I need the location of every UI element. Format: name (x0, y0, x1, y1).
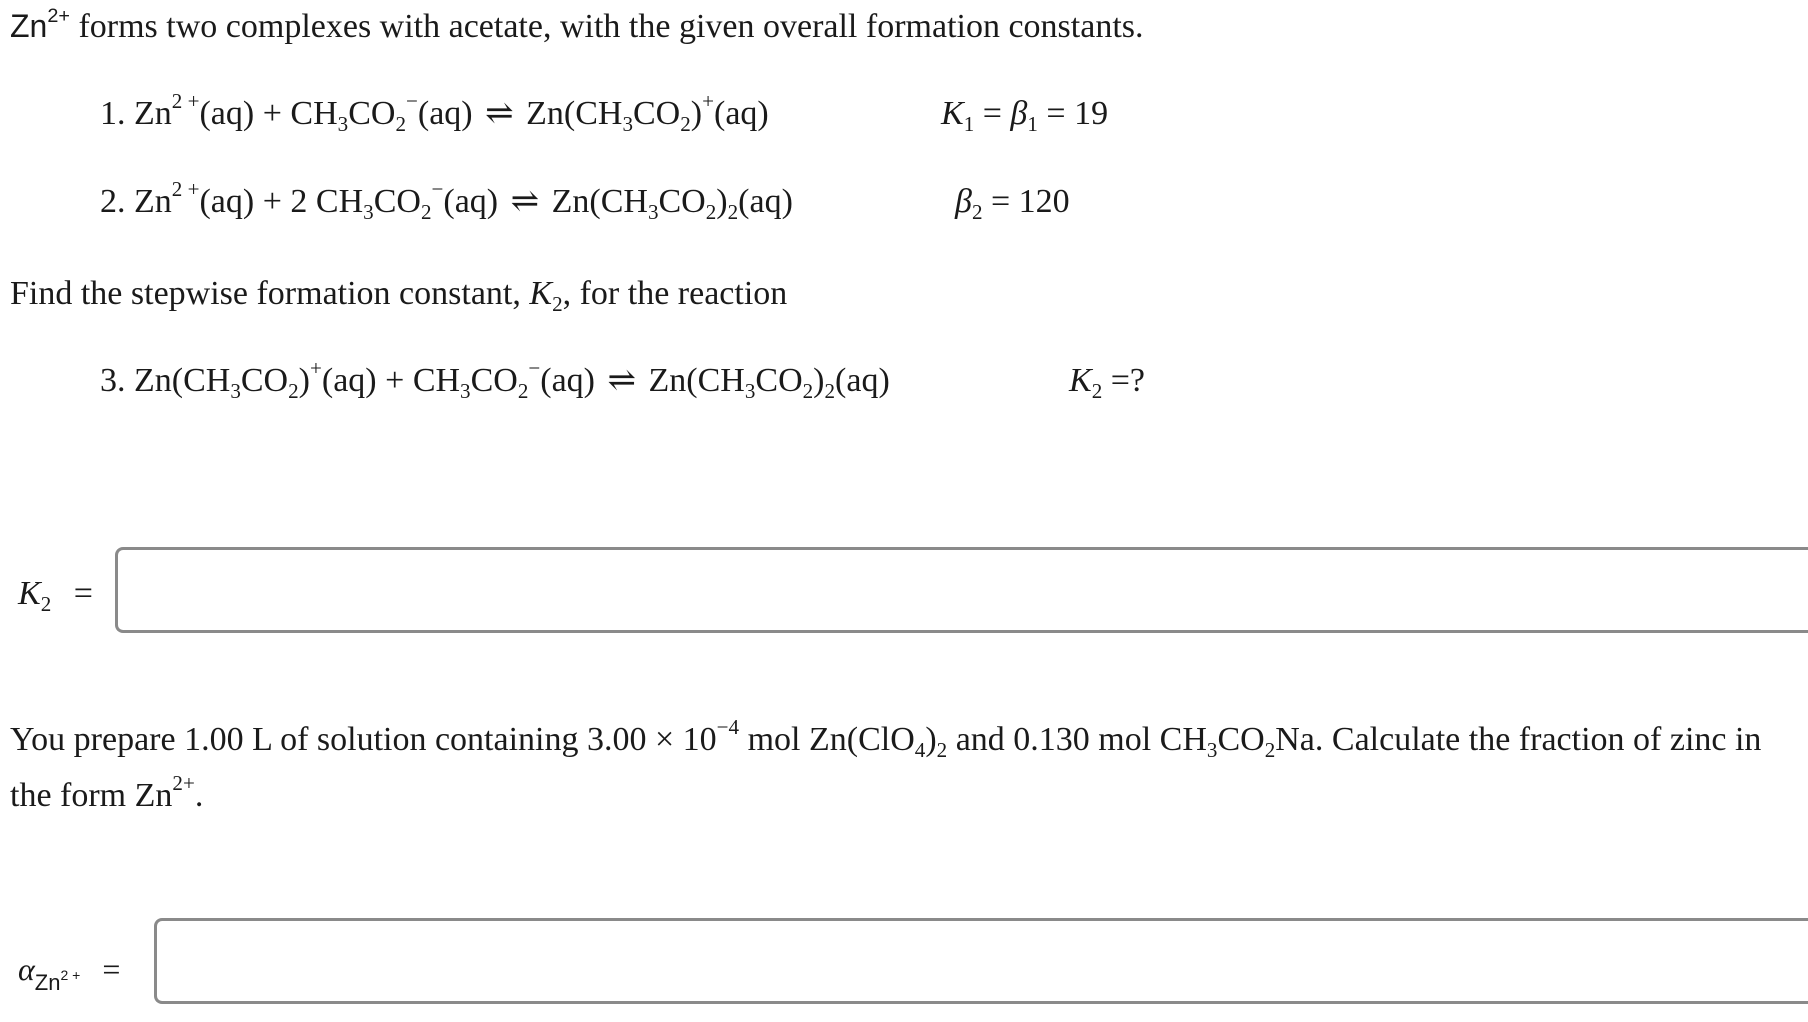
k2-answer-input[interactable] (115, 547, 1808, 633)
question-text: Find the stepwise formation constant, $K_2$, for the reaction (10, 275, 788, 317)
k2-answer-label: $K_2$ = (18, 575, 93, 617)
alpha-answer-input[interactable] (154, 918, 1808, 1004)
zinc-ion: $Zn^{2+}$ (10, 5, 70, 44)
reaction-3: 3. $Zn(CH_3CO_2)^+(aq) + CH_3CO_2^-(aq)$ ⇌ $Zn(CH_3CO_2)_2(aq)$ (100, 356, 890, 404)
equilibrium-arrow-icon: ⇌ (510, 183, 540, 220)
problem-text: You prepare 1.00 L of solution containing $3.00 \times 10^{-4}$ mol $Zn(ClO_4)_2$ and 0.130 mol $CH_3CO_2Na$. Calculate the fraction of zinc in the form $Zn^{2+}$. (10, 715, 1762, 814)
k2-unknown: $K_2$ =? (1069, 362, 1145, 404)
intro-description: forms two complexes with acetate, with the given overall formation constants. (78, 8, 1144, 45)
reaction-2: 2. $Zn^{2 +}(aq) + 2$ $CH_3CO_2^-(aq)$ ⇌ $Zn(CH_3CO_2)_2(aq)$ (100, 177, 793, 225)
intro-text (10, 6, 1144, 47)
k1-constant: $K_1 = \beta_1 = 19$ (941, 95, 1109, 137)
alpha-answer-label: $\alpha_{Zn^{2 +}}$ = (18, 951, 121, 995)
reaction-1: 1. $Zn^{2 +}(aq) + CH_3CO_2^-(aq)$ ⇌ $Zn(CH_3CO_2)^+(aq)$ (100, 89, 769, 137)
equilibrium-arrow-icon: ⇌ (485, 95, 514, 132)
equilibrium-arrow-icon: ⇌ (607, 362, 637, 399)
beta2-constant: $\beta_2 = 120$ (955, 183, 1070, 225)
